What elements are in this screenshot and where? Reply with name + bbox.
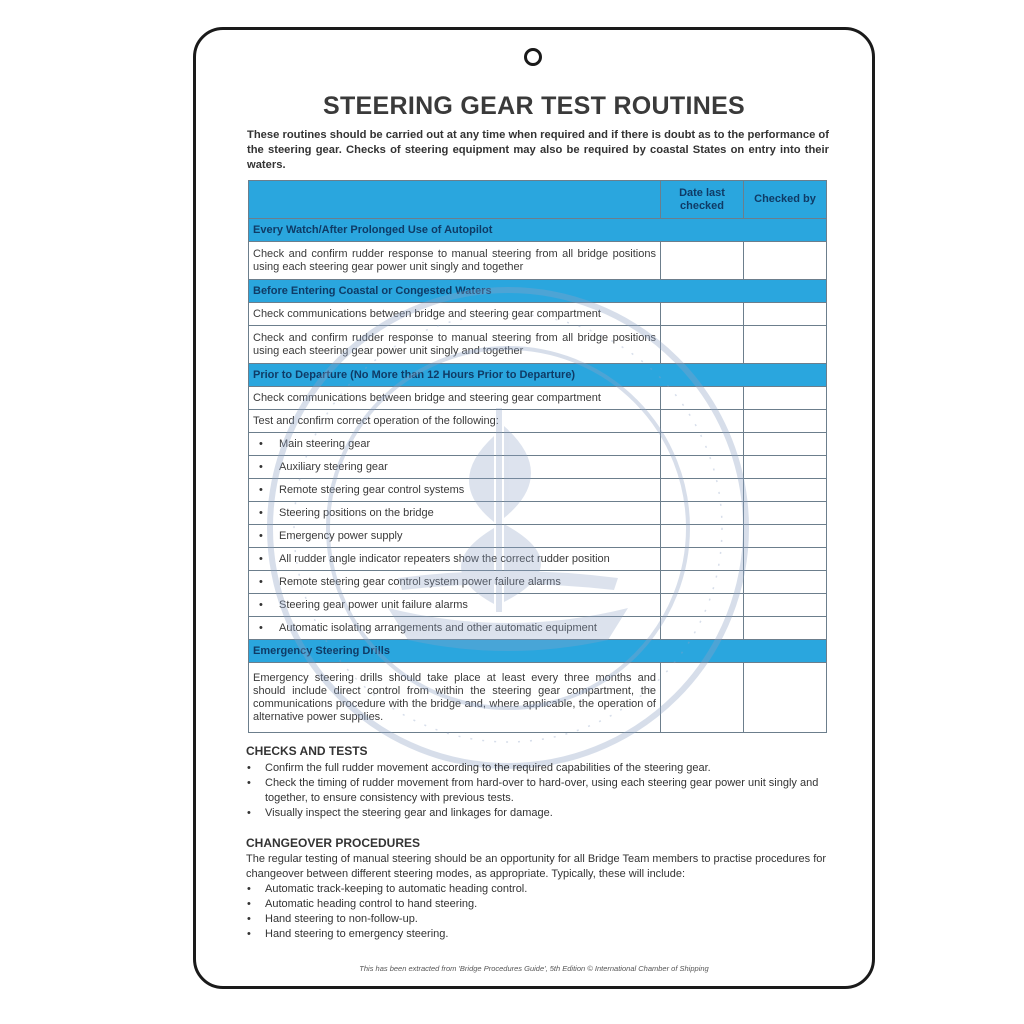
checked-by-cell[interactable] [744, 479, 827, 502]
checked-by-cell[interactable] [744, 502, 827, 525]
routine-cell: Check and confirm rudder response to manual steering from all bridge positions using each steering gear power unit singly and together [249, 326, 661, 364]
date-cell[interactable] [661, 571, 744, 594]
routine-cell: Check communications between bridge and steering gear compartment [249, 303, 661, 326]
checked-by-cell[interactable] [744, 433, 827, 456]
list-item: • Visually inspect the steering gear and linkages for damage. [246, 806, 828, 821]
checked-by-cell[interactable] [744, 242, 827, 280]
section-title: Prior to Departure (No More than 12 Hours Prior to Departure) [249, 364, 827, 387]
routine-cell: • Remote steering gear control system power failure alarms [249, 571, 661, 594]
table-header-row [249, 181, 827, 219]
routine-cell: Check and confirm rudder response to manual steering from all bridge positions using each steering gear power unit singly and together [249, 242, 661, 280]
date-cell[interactable] [661, 387, 744, 410]
table-row [249, 525, 827, 548]
routines-table [248, 180, 827, 733]
source-footer: This has been extracted from 'Bridge Procedures Guide', 5th Edition © International Chamber of Shipping [359, 964, 709, 973]
date-cell[interactable] [661, 617, 744, 640]
date-cell[interactable] [661, 548, 744, 571]
routine-cell: • Auxiliary steering gear [249, 456, 661, 479]
checked-by-cell[interactable] [744, 410, 827, 433]
date-cell[interactable] [661, 242, 744, 280]
checked-by-cell[interactable] [744, 617, 827, 640]
checked-by-cell[interactable] [744, 525, 827, 548]
date-cell[interactable] [661, 456, 744, 479]
section-row [249, 280, 827, 303]
checked-by-cell[interactable] [744, 594, 827, 617]
table-row [249, 410, 827, 433]
date-cell[interactable] [661, 502, 744, 525]
section-title: Before Entering Coastal or Congested Waters [249, 280, 827, 303]
section-row [249, 219, 827, 242]
table-row [249, 548, 827, 571]
section-row [249, 640, 827, 663]
checks-heading: CHECKS AND TESTS [246, 744, 368, 758]
section-title: Emergency Steering Drills [249, 640, 827, 663]
routine-cell: Test and confirm correct operation of the following: [249, 410, 661, 433]
date-cell[interactable] [661, 303, 744, 326]
section-row [249, 364, 827, 387]
table-row [249, 456, 827, 479]
checked-by-cell[interactable] [744, 571, 827, 594]
routine-cell: • Steering gear power unit failure alarms [249, 594, 661, 617]
routine-header [249, 181, 661, 219]
date-cell[interactable] [661, 326, 744, 364]
list-item: • Hand steering to emergency steering. [246, 927, 828, 942]
checked-by-cell[interactable] [744, 456, 827, 479]
routine-cell: • Emergency power supply [249, 525, 661, 548]
checked-by-cell[interactable] [744, 387, 827, 410]
table-row [249, 479, 827, 502]
table-row [249, 303, 827, 326]
table-row [249, 387, 827, 410]
routine-cell: • Automatic isolating arrangements and other automatic equipment [249, 617, 661, 640]
date-last-checked-header: Date last checked [661, 181, 744, 219]
date-cell[interactable] [661, 479, 744, 502]
list-item: • Confirm the full rudder movement according to the required capabilities of the steering gear. [246, 761, 828, 776]
table-row [249, 594, 827, 617]
table-row [249, 663, 827, 733]
card-title: STEERING GEAR TEST ROUTINES [322, 92, 746, 120]
list-item: • Hand steering to non-follow-up. [246, 912, 828, 927]
changeover-list [246, 882, 828, 942]
routine-cell: • Remote steering gear control systems [249, 479, 661, 502]
date-cell[interactable] [661, 433, 744, 456]
routine-cell: • Main steering gear [249, 433, 661, 456]
section-title: Every Watch/After Prolonged Use of Autopilot [249, 219, 827, 242]
changeover-heading: CHANGEOVER PROCEDURES [246, 836, 421, 850]
list-item: • Automatic track-keeping to automatic heading control. [246, 882, 828, 897]
checked-by-cell[interactable] [744, 663, 827, 733]
list-item: • Check the timing of rudder movement from hard-over to hard-over, using each steering gear power unit singly and together, to ensure consistency with previous tests. [246, 776, 828, 806]
date-cell[interactable] [661, 594, 744, 617]
checked-by-cell[interactable] [744, 326, 827, 364]
date-cell[interactable] [661, 525, 744, 548]
list-item: • Automatic heading control to hand steering. [246, 897, 828, 912]
routine-cell: Check communications between bridge and steering gear compartment [249, 387, 661, 410]
checked-by-header: Checked by [744, 181, 827, 219]
checked-by-cell[interactable] [744, 303, 827, 326]
table-row [249, 502, 827, 525]
table-row [249, 571, 827, 594]
table-row [249, 617, 827, 640]
hanging-hole [524, 48, 542, 66]
intro-text: These routines should be carried out at any time when required and if there is doubt as to the performance of the steering gear. Checks of steering equipment may also be required by coastal States on entry into their waters. [247, 129, 829, 171]
table-row [249, 433, 827, 456]
checked-by-cell[interactable] [744, 548, 827, 571]
routine-cell: Emergency steering drills should take place at least every three months and should include direct control from within the steering gear compartment, the communications procedure with the bridge and, where applicable, the operation of alternative power supplies. [249, 663, 661, 733]
routine-cell: • Steering positions on the bridge [249, 502, 661, 525]
changeover-text: The regular testing of manual steering should be an opportunity for all Bridge Team members to practise procedures for changeover between different steering modes, as appropriate. Typically, these will include: [246, 853, 827, 880]
table-row [249, 326, 827, 364]
routine-cell: • All rudder angle indicator repeaters show the correct rudder position [249, 548, 661, 571]
date-cell[interactable] [661, 663, 744, 733]
date-cell[interactable] [661, 410, 744, 433]
checks-list [246, 761, 828, 821]
table-row [249, 242, 827, 280]
